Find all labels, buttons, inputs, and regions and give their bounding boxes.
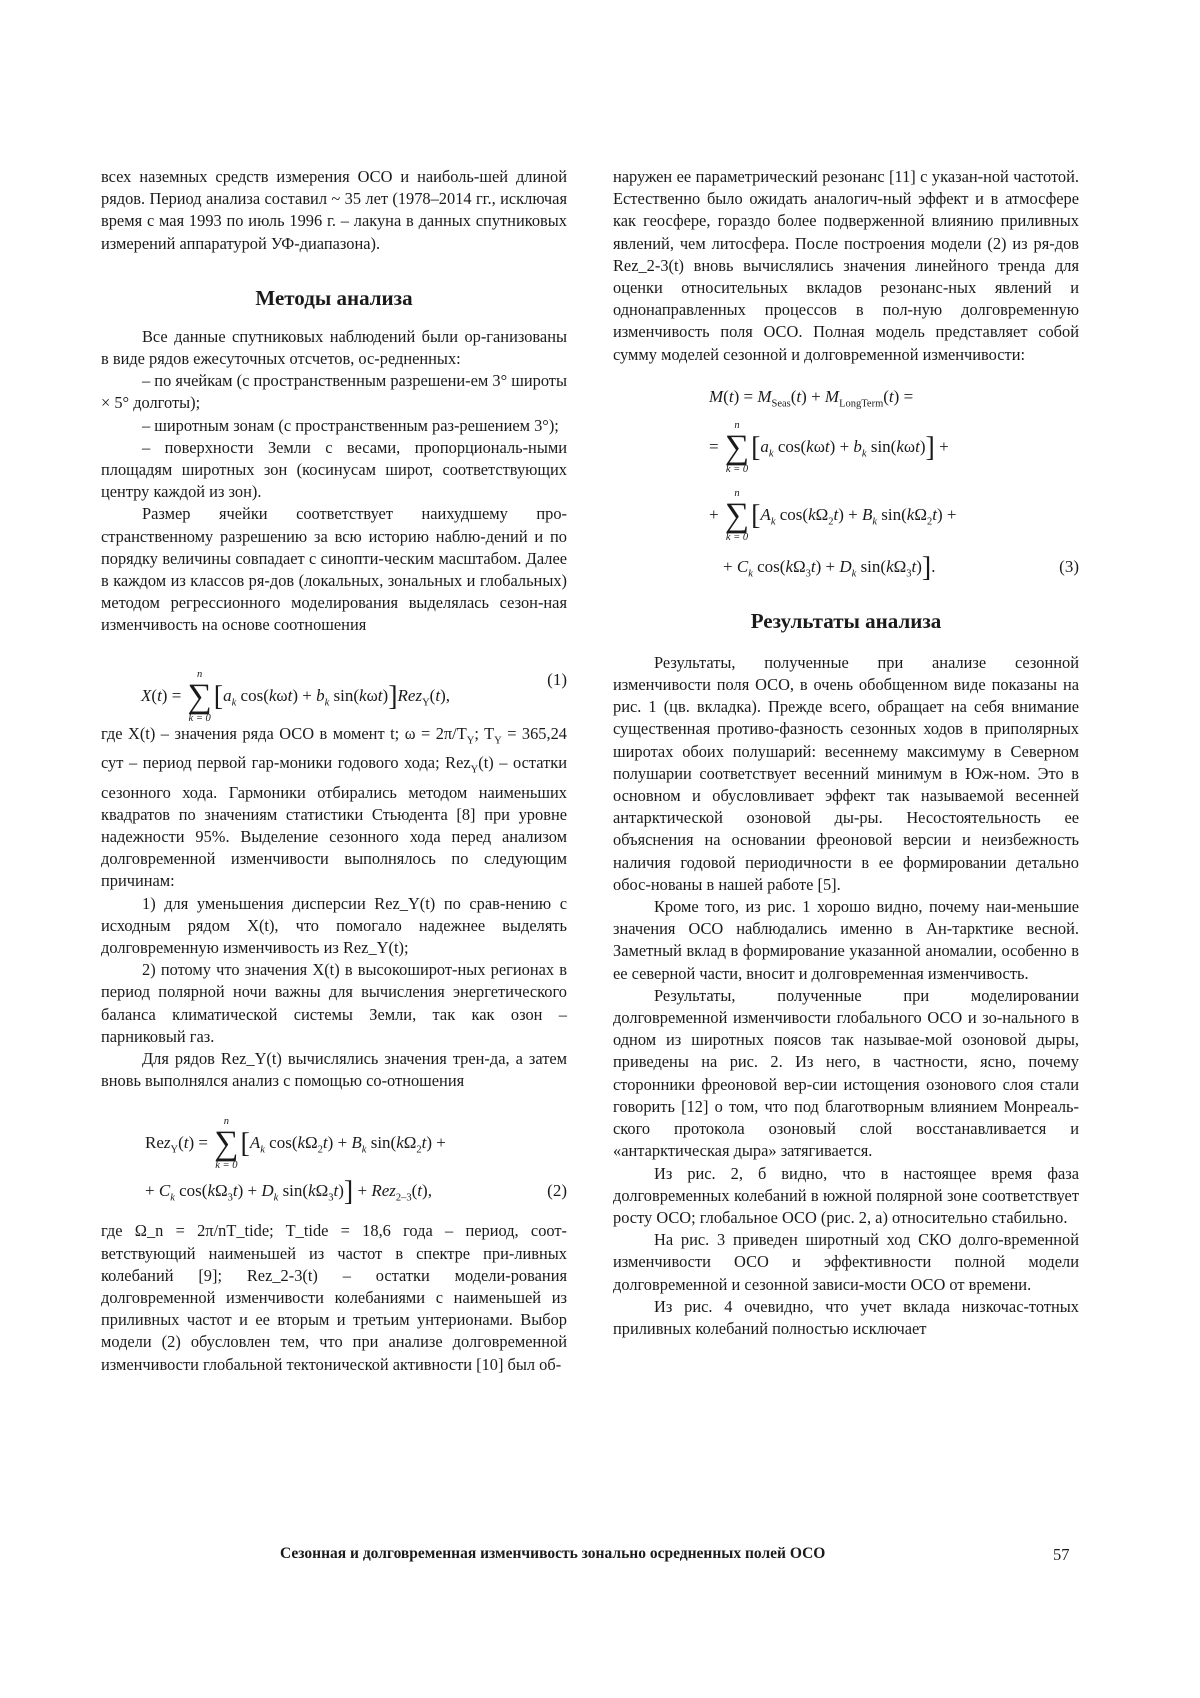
paragraph-methods-4: – поверхности Земли с весами, пропорциональ-ными площадям широтных зон (косинусам широт, соответствующих центру каждой из зон). <box>101 437 567 502</box>
section-heading-methods: Методы анализа <box>255 285 413 310</box>
paragraph-results-3: Результаты, полученные при моделировании долговременной изменчивости глобального ОСО и зо-нального в одном из широтных поясов так называе-мой озоновой дыры, приведены на рис. 2. Из него, в частности, ясно, почему сторонники фреоновой вер-сии истощения озонового слоя стали говорить [12] о том, что под благотворным влиянием Монреаль-ского протокола озоновый слой восстанавливается и «антарктическая дыра» затягивается. <box>613 985 1079 1161</box>
page-number: 57 <box>1053 1545 1070 1564</box>
equation-3-number: (3) <box>1059 556 1079 576</box>
paragraph-after-eq2: где Ω_n = 2π/nT_tide; T_tide = 18,6 года – период, соот-ветствующий наименьшей из частот в спектре при-ливных колебаний [9]; Rez_2-3(t) – остатки модели-рования долговременной изменчивости колебаниями с наименьшей из приливных частот и ее вторым и третьим унтерионами. Выбор модели (2) обусловлен тем, что при анализе долговременной изменчивости глобальной тектонической активности [10] был об- <box>101 1221 567 1374</box>
paragraph-intro: всех наземных средств измерения ОСО и наиболь-шей длиной рядов. Период анализа составил ~ 35 лет (1978–2014 гг., исключая время с мая 1993 по июль 1996 г. – лакуна в данных спутниковых измерений аппаратурой УФ-диапазона). <box>101 167 567 253</box>
section-heading-results: Результаты анализа <box>750 608 942 633</box>
paragraph-methods-5: Размер ячейки соответствует наихудшему про-странственному разрешению за всю историю наблю-дений и по порядку величины совпадает с синопти-ческим масштабом. Далее в каждом из классов ря-дов (локальных, зональных и глобальных) методом регрессионного моделирования выделялась сезон-ная изменчивость на основе соотношения <box>101 504 567 635</box>
paragraph-before-eq2: Для рядов Rez_Y(t) вычислялись значения трен-да, а затем вновь выполнялся анализ с помощью со-отношения <box>101 1049 567 1091</box>
paragraph-methods-2: – по ячейкам (с пространственным разрешени-ем 3° широты × 5° долготы); <box>101 371 567 413</box>
paragraph-reason-1: 1) для уменьшения дисперсии Rez_Y(t) по срав-нению с исходным рядом X(t), что помогало надежнее выделять долговременную изменчивость из Rez_Y(t); <box>101 893 567 958</box>
paragraph-results-5: На рис. 3 приведен широтный ход СКО долго-временной изменчивости ОСО и эффективности полной модели долговременной и сезонной зависи-мости ОСО от времени. <box>613 1230 1079 1294</box>
paragraph-results-4: Из рис. 2, б видно, что в настоящее время фаза долговременных колебаний в южной полярной зоне соответствует росту ОСО; глобальное ОСО (рис. 2, а) относительно стабильно. <box>613 1163 1079 1227</box>
paragraph-results-6: Из рис. 4 очевидно, что учет вклада низкочас-тотных приливных колебаний полностью исключает <box>613 1296 1079 1338</box>
paragraph-methods-3: – широтным зонам (с пространственным раз-решением 3°); <box>142 415 559 435</box>
paragraph-methods-1: Все данные спутниковых наблюдений были ор-ганизованы в виде рядов ежесуточных отсчетов, ос-редненных: <box>101 326 567 369</box>
equation-2: Rez$_Y$(t) = n ∑ k = 0 [$A_k$ $\cos(k\Omega_2t) + B_k$ $\sin(k\Omega_2t)$ + + $C_k$ $\cos(k\Omega_3t) + D_k$ $\sin(k\Omega_3t)] + Rez_{2-3}(t)$, (2) <box>145 1116 567 1208</box>
paragraph-results-2: Кроме того, из рис. 1 хорошо видно, почему наи-меньшие значения ОСО наблюдались именно в Ан-тарктике весной. Заметный вклад в формирование указанной аномалии, особенно в ее северной части, вносит и долговременная изменчивость. <box>613 897 1079 983</box>
equation-2-number: (2) <box>547 1181 567 1201</box>
left-column <box>101 166 567 1376</box>
paragraph-continued: наружен ее параметрический резонанс [11] с указан-ной частотой. Естественно было ожидать аналогич-ный эффект и в атмосфере как геосфере, гораздо более подверженной влиянию приливных явлений, чем литосфера. После построения модели (2) из ря-дов Rez_2-3(t) вновь вычислялись значения линейного тренда для оценки относительных вкладов резонанс-ных явлений и однонаправленных процессов в пол-ную долговременную изменчивость поля ОСО. Полная модель представляет собой сумму моделей сезонной и долговременной изменчивости: <box>613 167 1079 364</box>
paragraph-reason-2: 2) потому что значения X(t) в высокоширот-ных регионах в период полярной ночи важны для вычисления энергетического баланса климатической системы Земли, так как озон – парниковый газ. <box>101 960 567 1046</box>
right-column <box>613 166 1079 1340</box>
equation-1: X(t) = n ∑ k = 0 [$a_k$ $\cos(k\omega t) + b_k$ sin(kωt)]Rez$_Y$(t), (1) <box>141 668 567 724</box>
paragraph-after-eq1: где X(t) – значения ряда ОСО в момент t; $\omega = 2\pi/T_Y$; $T_Y = 365,24$ сут – период первой гар-моники годового хода; Rez$_Y$(t) – остатки сезонного хода. Гармоники отбирались методом наименьших квадратов по значениям статистики Стьюдента [8] при уровне надежности 95%. Выделение сезонного хода перед анализом долговременной изменчивости выполнялось по следующим причинам: <box>101 723 567 891</box>
equation-1-number: (1) <box>547 669 567 689</box>
equation-3: $M(t) = M_{Seas}(t) + M_{LongTerm}(t)$ = = n ∑ k = 0 [$a_k$ $\cos(k\omega t) + b_k$ sin(kωt)] + + n ∑ k = 0 [$A_k$ $\cos(k\Omega_2t) + B_k$ $\sin(k\Omega_2t)$ + + $C_k$ $\cos(k\Omega_3t) + D_k$ $\sin(k\Omega_3t)$]. (3) <box>709 386 1079 583</box>
running-title: Сезонная и долговременная изменчивость зонально осредненных полей ОСО <box>280 1545 826 1562</box>
paragraph-results-1: Результаты, полученные при анализе сезонной изменчивости поля ОСО, в очень обобщенном виде показаны на рис. 1 (цв. вкладка). Прежде всего, обращает на себя внимание существенная противо-фазность сезонных ходов в приполярных широтах обоих полушарий: весеннему максимуму в Северном полушарии соответствует весенний минимум в Юж-ном. Это в основном и обусловливает эффект так называемой весенней антарктической озоновой ды-ры. Несостоятельность ее объяснения на основании фреоновой версии и неизбежность наличия годовой периодичности в ее формировании детально обос-нованы в нашей работе [5]. <box>613 652 1079 894</box>
